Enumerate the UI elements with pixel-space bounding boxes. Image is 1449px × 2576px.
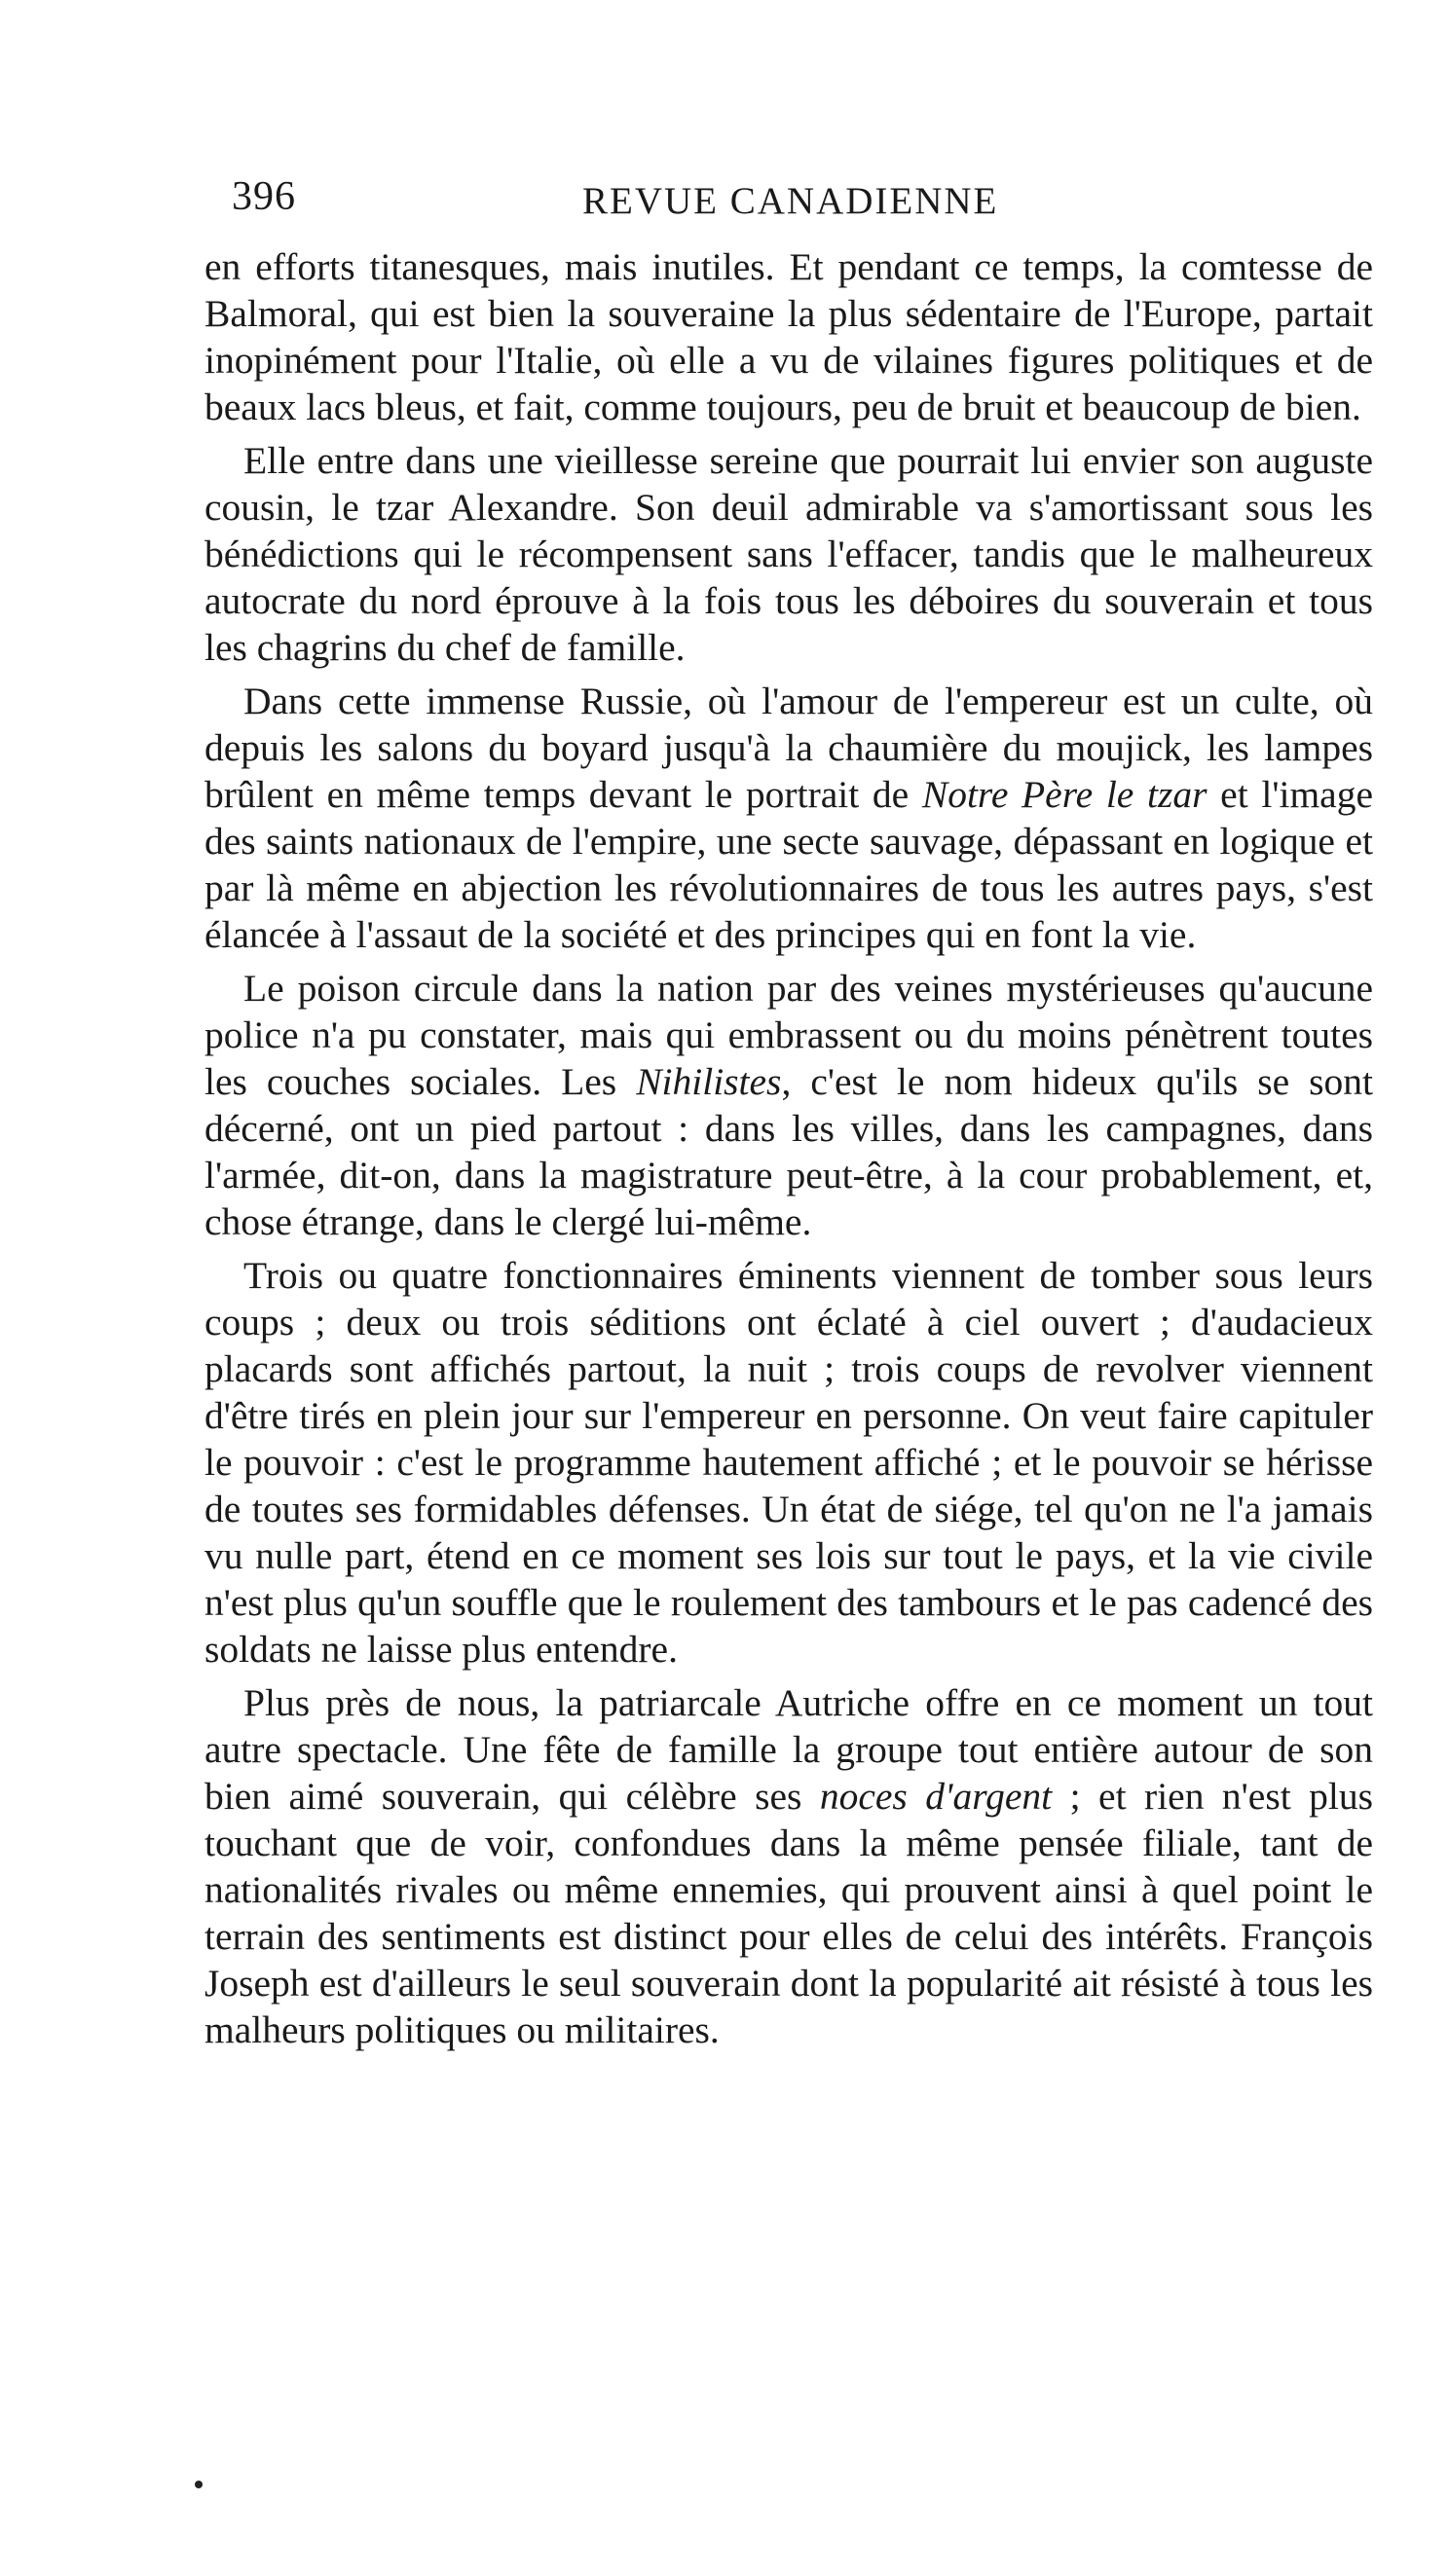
paragraph-text: Trois ou quatre fonctionnaires éminents viennent de tomber sous leurs coups ; deux ou trois séditions ont éclaté à ciel ouvert ; d'audacieux placards sont affichés partout, la nuit ; trois coups de revolver viennent d'être tirés en plein jour sur l'empereur en personne. On veut faire capituler le pouvoir : c'est le programme hautement affiché ; et le pouvoir se hérisse de toutes ses formidables défenses. Un état de siége, tel qu'on ne l'a jamais vu nulle part, étend en ce moment ses lois sur tout le pays, et la vie civile n'est plus qu'un souffle que le roulement des tambours et le pas cadencé des soldats ne laisse plus entendre. xyxy=(204,1254,1373,1671)
italic-phrase: Notre Père le tzar xyxy=(921,773,1208,816)
italic-phrase: Nihilistes xyxy=(636,1060,782,1103)
paragraph-text: Elle entre dans une vieillesse sereine que pourrait lui envier son auguste cousin, le tzar Alexandre. Son deuil admirable va s'amortissant sous les bénédictions qui le récompensent sans l'effacer, tandis que le malheureux autocrate du nord éprouve à la fois tous les déboires du souverain et tous les chagrins du chef de famille. xyxy=(204,439,1373,669)
ink-speck xyxy=(195,2481,203,2488)
body-text xyxy=(204,243,1373,2053)
paragraph-1 xyxy=(204,243,1373,430)
paragraph-text: , c'est le nom hideux qu'ils se sont décerné, ont un pied partout : dans les villes, dans les campagnes, dans l'armée, dit-on, dans la magistrature peut-être, à la cour probablement, et, chose étrange, dans le clergé lui-même. xyxy=(204,1060,1374,1243)
paragraph-6 xyxy=(204,1679,1373,2053)
paragraph-3 xyxy=(204,678,1373,958)
paragraph-text: et l'image des saints nationaux de l'empire, une secte sauvage, dépassant en logique et par là même en abjection les révolutionnaires de tous les autres pays, s'est élancée à l'assaut de la société et des principes qui en font la vie. xyxy=(204,773,1373,956)
paragraph-5 xyxy=(204,1252,1373,1673)
italic-phrase: noces d'argent xyxy=(819,1775,1053,1818)
journal-title: REVUE CANADIENNE xyxy=(582,180,999,222)
paragraph-text: Plus près de nous, la patriarcale Autriche offre en ce moment un tout autre spectacle. Une fête de famille la groupe tout entière autour de son bien aimé souverain, qui célèbre ses xyxy=(204,1681,1373,1818)
paragraph-text: Le poison circule dans la nation par des veines mystérieuses qu'aucune police n'a pu constater, mais qui embrassent ou du moins pénètrent toutes les couches sociales. Les xyxy=(204,967,1373,1103)
paragraph-4 xyxy=(204,965,1373,1245)
paragraph-text: Dans cette immense Russie, où l'amour de l'empereur est un culte, où depuis les salons du boyard jusqu'à la chaumière du moujick, les lampes brûlent en même temps devant le portrait de xyxy=(204,680,1373,816)
running-head xyxy=(232,173,1366,232)
paragraph-text: en efforts titanesques, mais inutiles. Et pendant ce temps, la comtesse de Balmoral, qui est bien la souveraine la plus sédentaire de l'Europe, partait inopinément pour l'Italie, où elle a vu de vilaines figures politiques et de beaux lacs bleus, et fait, comme toujours, peu de bruit et beaucoup de bien. xyxy=(204,245,1373,428)
paragraph-2 xyxy=(204,437,1373,671)
paragraph-text: ; et rien n'est plus touchant que de voir, confondues dans la même pensée filiale, tant de nationalités rivales ou même ennemies, qui prouvent ainsi à quel point le terrain des sentiments est distinct pour elles de celui des intérêts. François Joseph est d'ailleurs le seul souverain dont la popularité ait résisté à tous les malheurs politiques ou militaires. xyxy=(204,1775,1374,2051)
page-number: 396 xyxy=(232,174,296,219)
